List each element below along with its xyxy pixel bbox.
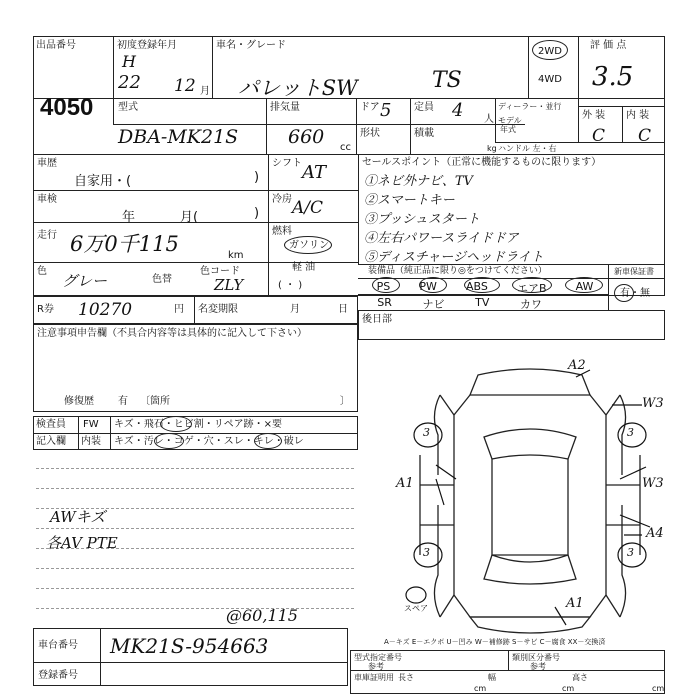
shift-label: シフト	[272, 158, 302, 169]
load-label: 積載	[414, 128, 434, 139]
equip-aw: AW	[575, 280, 594, 293]
equip-navi: ナビ	[422, 298, 445, 311]
fuel-paren: ( ・ )	[278, 280, 303, 291]
sales-item: ②スマートキー	[364, 193, 455, 208]
len-label: 長さ	[398, 673, 414, 682]
warranty-label: 新車保証書	[614, 267, 654, 276]
model-year-label2: 年式	[500, 125, 516, 134]
capacity-value: 4	[452, 100, 464, 121]
int-value: C	[638, 126, 652, 146]
shape-label: 形状	[360, 128, 380, 139]
sales-item: ④左右パワースライドドア	[364, 231, 519, 246]
history-label: 車歴	[37, 158, 57, 169]
aircon-label: 冷房	[272, 194, 292, 205]
equip-leather: カワ	[520, 298, 543, 311]
first-reg-month-unit: 月	[200, 86, 210, 97]
reg-no-label: 登録番号	[38, 670, 78, 681]
mark-a4: A4	[646, 526, 664, 541]
equip-sr: SR	[377, 296, 392, 309]
equipment-title: 装備品（純正品に限り◎をつけてください）	[368, 266, 547, 276]
car-diagram	[380, 355, 680, 645]
lot-number: 4050	[40, 94, 94, 121]
inspector-row2-type: 内装	[81, 436, 101, 447]
stone-chip-circle	[160, 416, 192, 432]
width-unit: cm	[562, 684, 575, 693]
wheel-num-fr: 3	[627, 426, 634, 439]
load-unit: kg	[487, 144, 497, 153]
displacement-unit: cc	[340, 142, 351, 153]
inspection-close: )	[254, 206, 260, 221]
fuel-label: 燃料	[272, 226, 292, 237]
wheel-num-fl: 3	[423, 426, 430, 439]
inspector-row1-label: 検査員	[36, 419, 66, 430]
rear-frame	[358, 310, 665, 340]
score-value: 3.5	[592, 62, 634, 92]
notes-label: 注意事項申告欄（不具合内容等は具体的に記入して下さい）	[37, 328, 307, 339]
equip-abs: ABS	[465, 280, 488, 293]
inspector-row1-items: キズ・飛石・ヒビ割・リペア跡・×要	[114, 419, 282, 430]
wheel-num-rr: 3	[627, 546, 634, 559]
recycle-label: R券	[37, 304, 54, 315]
color-value: グレー	[62, 272, 108, 290]
len-unit: cm	[474, 684, 487, 693]
equip-pw: PW	[419, 280, 437, 293]
color-label: 色	[37, 266, 47, 277]
model-value: DBA-MK21S	[118, 126, 239, 148]
equip-ps: PS	[376, 280, 391, 293]
sales-item: ①ネビ外ナビ、TV	[364, 174, 473, 189]
equip-aw-circle	[565, 277, 603, 293]
inspection-label: 車検	[37, 194, 57, 205]
height-unit: cm	[652, 684, 665, 693]
first-reg-label: 初度登録年月	[117, 40, 177, 51]
mark-w3-right: W3	[642, 396, 664, 411]
first-reg-year: 22	[118, 72, 141, 93]
inspector-row2-items: キズ・汚レ・コゲ・穴・スレ・キレ・破レ	[114, 436, 304, 447]
lot-label: 出品番号	[36, 40, 76, 51]
name-change-label: 名変期限	[198, 304, 238, 315]
first-reg-month: 12	[174, 76, 196, 96]
width-label: 幅	[488, 673, 496, 682]
mark-a2-top: A2	[568, 358, 586, 373]
height-label: 高さ	[572, 673, 588, 682]
equip-tv: TV	[475, 296, 490, 309]
repair-close: 〕	[340, 396, 350, 407]
chassis-label: 車台番号	[38, 640, 78, 651]
color-code: ZLY	[214, 276, 244, 294]
doors-label: ドア	[360, 102, 380, 113]
drive-4wd: 4WD	[538, 74, 562, 85]
car-name-label: 車名・グレード	[216, 40, 286, 51]
wheel-num-rl: 3	[423, 546, 430, 559]
warranty-value: 有・無	[620, 288, 650, 299]
history-value: 自家用・(	[74, 174, 132, 189]
fuel-diesel: 軽 油	[292, 262, 316, 273]
car-name: パレットSW	[238, 76, 358, 100]
displacement-value: 660	[288, 126, 325, 148]
mileage-value: 6万0千115	[70, 232, 179, 256]
equip-abs-circle	[464, 277, 500, 293]
type-ref: 参考	[368, 662, 384, 671]
car-grade: TS	[432, 68, 462, 93]
wear-circle	[254, 433, 282, 449]
damage-legend: A－キズ E－エクボ U－凹み W－補修跡 S－サビ C－腐食 XX－交換済	[384, 638, 606, 646]
sales-title: セールスポイント（正常に機能するものに限ります）	[362, 157, 602, 168]
ext-value: C	[592, 126, 606, 146]
class-ref: 参考	[530, 662, 546, 671]
dealer-label: ディーラー・並行	[498, 102, 562, 111]
repair-part: 〔箇所	[140, 396, 170, 407]
first-reg-era: H	[122, 52, 136, 71]
capacity-unit: 人	[484, 114, 494, 125]
equip-airbag-circle	[512, 277, 552, 293]
recycle-value: 10270	[78, 300, 133, 320]
capacity-label: 定員	[414, 102, 434, 113]
model-year-label1: モデル	[498, 116, 522, 125]
repaint-label: 色替	[152, 274, 172, 285]
equip-pw-circle	[419, 277, 447, 293]
handle-label: ハンドル 左・右	[498, 144, 557, 153]
mark-a1-left: A1	[396, 476, 414, 491]
cert-label: 車庫証明用	[354, 673, 394, 682]
stain-circle	[154, 433, 184, 449]
mileage-unit: km	[228, 250, 244, 261]
fuel-gasoline: ガソリン	[289, 240, 329, 251]
repair-has: 有	[118, 396, 128, 407]
name-change-month: 月	[290, 304, 300, 315]
rear-seat-label: 後日部	[362, 314, 392, 325]
repair-label: 修復歴	[64, 396, 94, 407]
recycle-unit: 円	[174, 304, 184, 315]
name-change-day: 日	[338, 304, 348, 315]
mark-a1-bottom: A1	[566, 596, 584, 611]
inspector-row2-label: 記入欄	[36, 436, 66, 447]
equip-ps-circle	[372, 277, 400, 293]
class-no-label: 類別区分番号	[512, 653, 560, 662]
color-code-label: 色コード	[200, 266, 240, 277]
doors-value: 5	[380, 100, 392, 121]
history-close: )	[254, 170, 260, 185]
shift-value: AT	[302, 162, 327, 183]
memo-odo: @60,115	[226, 606, 298, 625]
displacement-label: 排気量	[270, 102, 300, 113]
drive-2wd: 2WD	[538, 46, 562, 57]
aircon-value: A/C	[292, 198, 324, 218]
memo-line2: 各AV PTE	[46, 534, 118, 552]
type-no-label: 型式指定番号	[354, 653, 402, 662]
inspector-row1-type: FW	[83, 419, 99, 430]
sales-item: ③プッシュスタート	[364, 212, 480, 227]
mileage-label: 走行	[37, 230, 57, 241]
sales-item: ⑤ディスチャージヘッドライト	[364, 250, 544, 265]
warranty-circle	[614, 284, 634, 302]
int-label: 内 装	[626, 110, 650, 121]
mark-w3-side: W3	[642, 476, 664, 491]
chassis-value: MK21S-954663	[110, 634, 269, 658]
score-label: 評 価 点	[590, 40, 627, 51]
inspection-year: 年	[122, 210, 136, 225]
inspection-month: 月(	[180, 210, 199, 225]
memo-line1: AWキズ	[50, 508, 106, 526]
model-label: 型式	[118, 102, 138, 113]
sales-list	[364, 170, 544, 265]
equip-airbag: エアB	[516, 282, 547, 295]
spare-label: スペア	[404, 604, 428, 613]
ext-label: 外 装	[582, 110, 606, 121]
